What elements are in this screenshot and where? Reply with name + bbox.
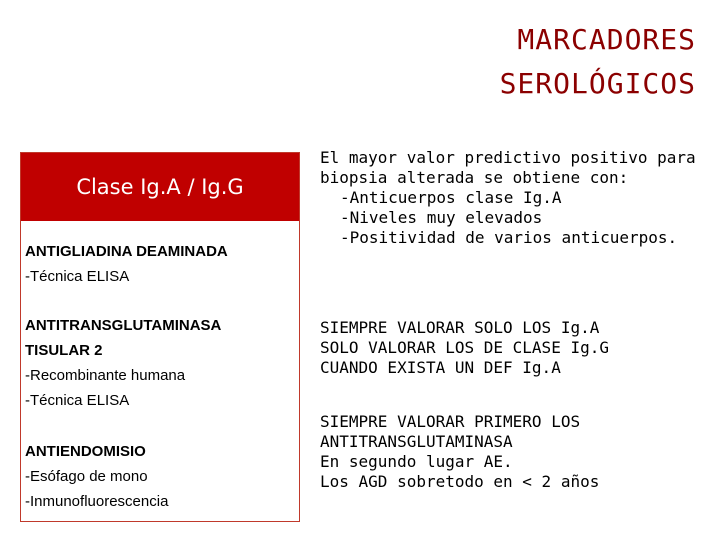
class-label: Clase Ig.A / Ig.G <box>76 175 244 199</box>
marker-detail: -Técnica ELISA <box>25 268 130 285</box>
text-line: SOLO VALORAR LOS DE CLASE Ig.G <box>320 338 609 357</box>
marker-section-antigliadina <box>25 239 297 289</box>
text-line: CUANDO EXISTA UN DEF Ig.A <box>320 358 561 377</box>
marker-heading: TISULAR 2 <box>25 342 103 359</box>
priority-rule-block <box>320 412 705 492</box>
bullet-line: -Anticuerpos clase Ig.A <box>340 188 562 207</box>
marker-heading: ANTITRANSGLUTAMINASA <box>25 317 222 334</box>
marker-heading: ANTIGLIADINA DEAMINADA <box>25 243 228 260</box>
marker-detail: -Esófago de mono <box>25 468 148 485</box>
text-line: ANTITRANSGLUTAMINASA <box>320 432 513 451</box>
marker-section-antiendomisio <box>25 439 297 514</box>
marker-detail: -Inmunofluorescencia <box>25 493 169 510</box>
marker-section-antitransglutaminasa <box>25 313 297 413</box>
text-line: SIEMPRE VALORAR PRIMERO LOS <box>320 412 581 431</box>
class-label-box <box>21 153 299 221</box>
bullet-line: -Niveles muy elevados <box>340 208 543 227</box>
slide-title-line-2: SEROLÓGICOS <box>499 67 696 100</box>
marker-list-panel <box>20 152 300 522</box>
slide-title <box>500 18 696 106</box>
text-line: SIEMPRE VALORAR SOLO LOS Ig.A <box>320 318 600 337</box>
text-line: biopsia alterada se obtiene con: <box>320 168 629 187</box>
text-line: El mayor valor predictivo positivo para <box>320 148 696 167</box>
bullet-line: -Positividad de varios anticuerpos. <box>340 228 678 247</box>
text-line: Los AGD sobretodo en < 2 años <box>320 472 600 491</box>
marker-heading: ANTIENDOMISIO <box>25 443 146 460</box>
marker-detail: -Recombinante humana <box>25 367 186 384</box>
text-line: En segundo lugar AE. <box>320 452 513 471</box>
iga-rule-block <box>320 318 705 378</box>
marker-detail: -Técnica ELISA <box>25 392 130 409</box>
predictive-value-block <box>320 148 705 248</box>
slide-title-line-1: MARCADORES <box>517 23 696 56</box>
